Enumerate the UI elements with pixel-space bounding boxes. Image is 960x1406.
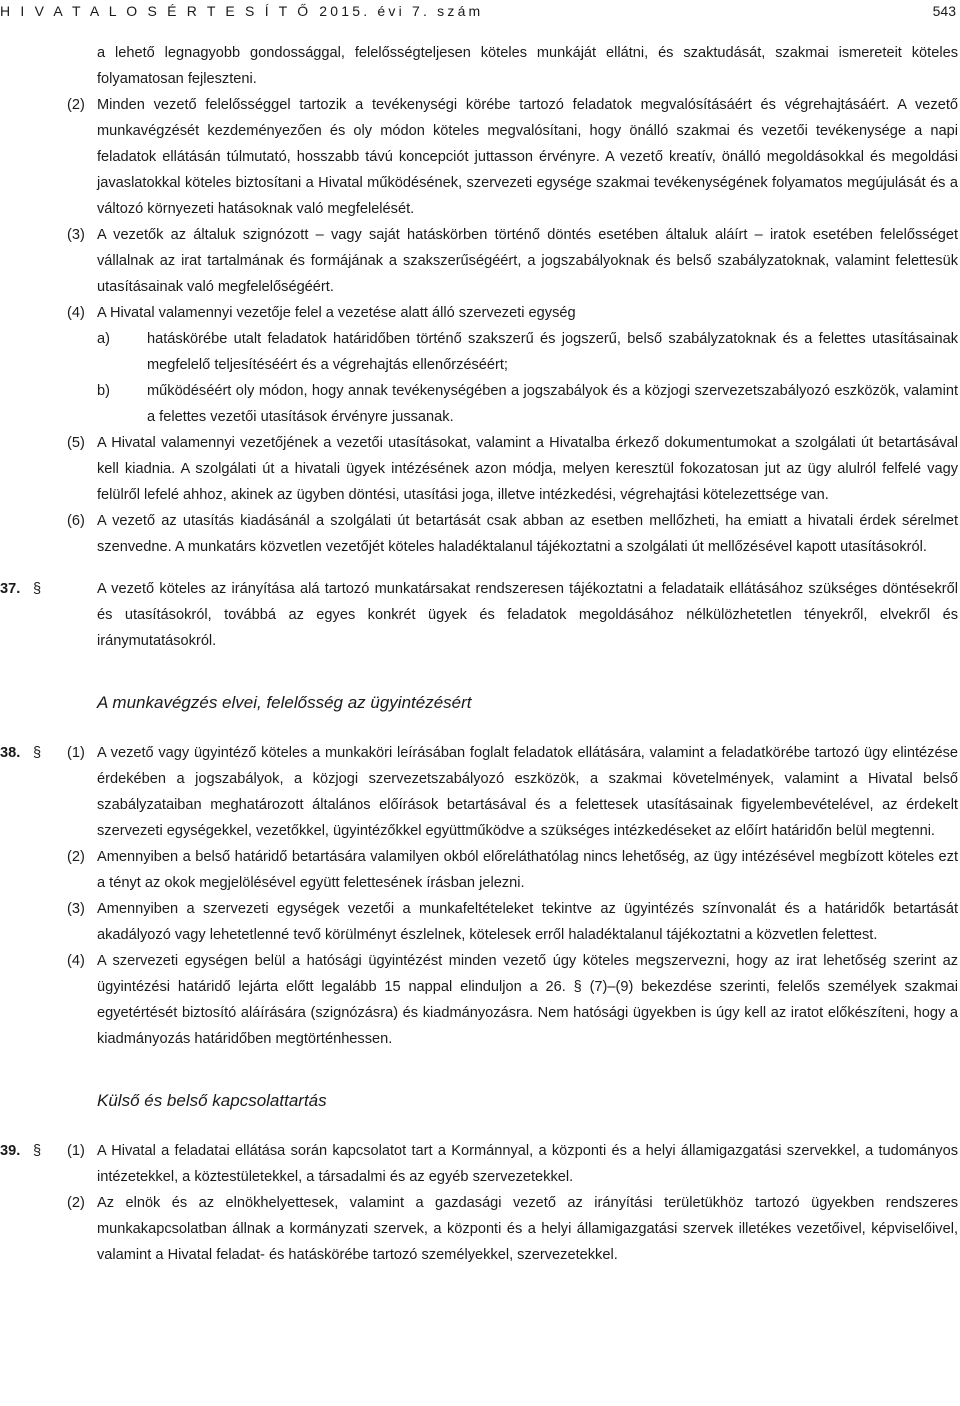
paragraph-text: Amennyiben a belső határidő betartására valamilyen okból előreláthatólag nincs lehetőség, az ügy intézésével megbízott köteles ezt a tényt az okok megjelölésével együtt felettesének írásban jelezni. <box>97 849 958 891</box>
section-text: A vezető köteles az irányítása alá tartozó munkatársakat rendszeresen tájékoztatni a feladataik ellátásához szükséges döntésekről és utasításokról, továbbá az egyes konkrét ügyek és feladatok megoldásához nélkülözhetetlen tényekről, elvekről és iránymutatásokról. <box>97 581 958 649</box>
paragraph-label: (3) <box>67 227 85 243</box>
issue-label: 2015. évi 7. szám <box>319 3 484 19</box>
paragraph-label: (1) <box>67 1143 85 1159</box>
paragraph-text: A Hivatal valamennyi vezetőjének a vezetői utasításokat, valamint a Hivatalba érkező dokumentumokat a szolgálati út betartásával kell kiadnia. A szolgálati út a hivatali ügyek intézésének azon módja, melyen keresztül fokozatosan jut az ügy alulról felfelé vagy felülről lefelé ahhoz, akinek az ügyben döntési, utasítási joga, illetve intézkedési, végrehajtási kötelezettsége van. <box>97 435 958 503</box>
section-37 <box>0 576 960 654</box>
section-sign: § <box>33 581 42 597</box>
paragraph-text: A Hivatal a feladatai ellátása során kapcsolatot tart a Kormánnyal, a központi és a helyi államigazgatási szervekkel, a tudományos intézetekkel, a köztestületekkel, a társadalmi és az egyéb szervezetekkel. <box>97 1143 958 1185</box>
s36-paragraph-6 <box>0 508 960 560</box>
section-heading: A munkavégzés elvei, felelősség az ügyintézésért <box>97 693 472 712</box>
s36-paragraph-2 <box>0 92 960 222</box>
section-sign: § <box>33 745 42 761</box>
paragraph-text: A vezető az utasítás kiadásánál a szolgálati út betartását csak abban az esetben mellőzheti, ha emiatt a hivatali érdek sérelmet szenvedne. A munkatárs közvetlen vezetőjét köteles haladéktalanul tájékoztatni a szolgálati út mellőzésével kapott utasításokról. <box>97 513 958 555</box>
s38-paragraph-3 <box>0 896 960 948</box>
s36-point-b <box>0 378 960 430</box>
section-sign: § <box>33 1143 42 1159</box>
paragraph-label: (6) <box>67 513 85 529</box>
paragraph-text: Amennyiben a szervezeti egységek vezetői a munkafeltételeket tekintve az ügyintézés színvonalát és a határidők betartását akadályozó vagy lehetetlenné tevő körülményt észlelnek, kötelesek erről haladéktalanul tájékoztatni a közvetlen felettest. <box>97 901 958 943</box>
intro-continuation: a lehető legnagyobb gondossággal, felelősségteljesen köteles munkáját ellátni, és szaktudását, szakmai ismereteit köteles folyamatosan fejleszteni. <box>97 45 958 87</box>
page-header <box>0 0 960 22</box>
s36-point-a <box>0 326 960 378</box>
paragraph-text: Az elnök és az elnökhelyettesek, valamint a gazdasági vezető az irányítási területükhöz tartozó ügyekben rendszeres munkakapcsolatban állnak a kormányzati szervek, a központi és a helyi államigazgatási szervek illetékes vezetőivel, képviselőivel, valamint a Hivatal feladat- és hatáskörébe tartozó személyekkel, szervezetekkel. <box>97 1195 958 1263</box>
section-number: 38. <box>0 745 21 761</box>
section-heading: Külső és belső kapcsolattartás <box>97 1091 327 1110</box>
point-label: a) <box>97 331 110 347</box>
paragraph-text: A szervezeti egységen belül a hatósági ügyintézést minden vezető úgy köteles megszervezni, hogy az irat lehetőség szerint az ügyintézési határidő lejárta előtt legalább 15 nappal elinduljon a 26. § (7)–(9) bekezdése szerinti, felelős személyek szakmai egyetértését biztosító aláírására (szignózásra) és kiadmányozásra. Nem hatósági ügyekben is úgy kell az iratot előkészíteni, hogy a kiadmányozás határidőben megtörténhessen. <box>97 953 958 1047</box>
running-title <box>0 0 483 22</box>
paragraph-label: (5) <box>67 435 85 451</box>
s38-paragraph-1 <box>0 740 960 844</box>
s38-paragraph-4 <box>0 948 960 1052</box>
paragraph-label: (4) <box>67 305 85 321</box>
section-number: 39. <box>0 1143 21 1159</box>
paragraph-text: Minden vezető felelősséggel tartozik a tevékenységi körébe tartozó feladatok megvalósításáért és végrehajtásáért. A vezető munkavégzését kezdeményezően és oly módon köteles megvalósítani, hogy önálló szakmai és vezetői tevékenysége a napi feladatok ellátásán túlmutató, hosszabb távú koncepciót juttasson érvényre. A vezető kreatív, önálló megoldásokkal és megoldási javaslatokkal köteles biztosítani a Hivatal működésének, szervezeti egysége szakmai tevékenységének folyamatos megújulását és a változó környezeti hatásoknak való megfelelését. <box>97 97 958 217</box>
paragraph-label: (3) <box>67 901 85 917</box>
s38-paragraph-2 <box>0 844 960 896</box>
point-text: hatáskörébe utalt feladatok határidőben történő szakszerű és jogszerű, belső szabályzatoknak és a felettes utasításainak megfelelő teljesítéséért és a végrehajtás ellenőrzéséért; <box>147 331 958 373</box>
journal-name: H I V A T A L O S É R T E S Í T Ő <box>0 3 312 19</box>
paragraph-label: (1) <box>67 745 85 761</box>
point-text: működéséért oly módon, hogy annak tevékenységében a jogszabályok és a közjogi szervezetszabályozó eszközök, valamint a felettes vezetői utasítások érvényre jussanak. <box>147 383 958 425</box>
s36-paragraph-4 <box>0 300 960 326</box>
s36-paragraph-3 <box>0 222 960 300</box>
paragraph-label: (2) <box>67 849 85 865</box>
document-body <box>0 40 960 1268</box>
paragraph-label: (2) <box>67 1195 85 1211</box>
paragraph-text: A vezetők az általuk szignózott – vagy saját hatáskörben történő döntés esetében általuk aláírt – iratok esetében felelősséget vállalnak az irat tartalmának és formájának a szakszerűségéért, a jogszabályoknak és belső szabályzatoknak, valamint felettesük utasításainak való megfelelőségéért. <box>97 227 958 295</box>
paragraph-text: A vezető vagy ügyintéző köteles a munkaköri leírásában foglalt feladatok ellátására, valamint a feladatkörébe tartozó ügy elintézése érdekében a jogszabályok, a közjogi szervezetszabályozó eszközök, a szakmai követelmények, valamint a Hivatal belső szabályzataiban meghatározott általános előírások betartásával és a felettesek utasításainak figyelembevételével, az érdekelt szervezeti egységekkel, vezetőkkel, ügyintézőkkel együttműködve a szükséges intézkedéseket az előírt határidőn belül megtenni. <box>97 745 958 839</box>
section-number: 37. <box>0 581 21 597</box>
s39-paragraph-1 <box>0 1138 960 1190</box>
paragraph-label: (2) <box>67 97 85 113</box>
s39-paragraph-2 <box>0 1190 960 1268</box>
point-label: b) <box>97 383 110 399</box>
paragraph-text: A Hivatal valamennyi vezetője felel a vezetése alatt álló szervezeti egység <box>97 305 576 321</box>
s36-paragraph-5 <box>0 430 960 508</box>
page-number: 543 <box>932 3 956 19</box>
paragraph-label: (4) <box>67 953 85 969</box>
